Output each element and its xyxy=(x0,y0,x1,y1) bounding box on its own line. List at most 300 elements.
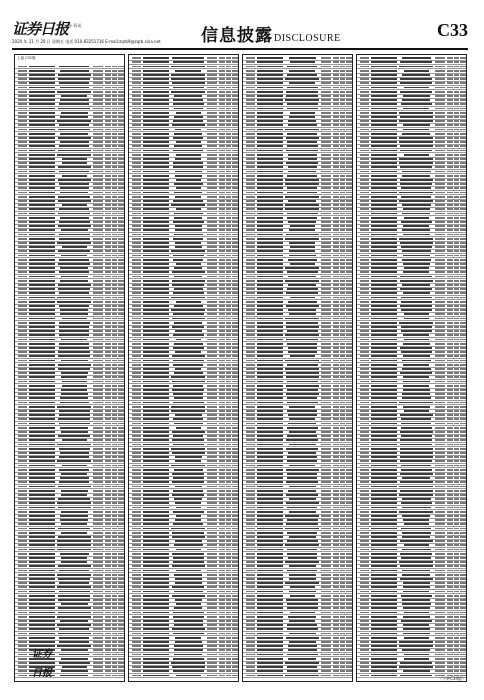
table-cell xyxy=(246,196,255,198)
table-cell xyxy=(18,624,27,626)
table-cell xyxy=(232,397,238,399)
table-cell xyxy=(340,91,345,93)
table-cell xyxy=(232,103,238,105)
table-cell xyxy=(346,414,352,416)
table-cell xyxy=(18,166,27,168)
table-cell xyxy=(321,255,331,257)
table-cell xyxy=(226,624,231,626)
table-cell xyxy=(232,519,238,521)
table-cell xyxy=(226,561,231,563)
table-cell xyxy=(105,670,111,672)
table-cell xyxy=(246,221,255,223)
table-cell xyxy=(57,297,91,299)
table-cell xyxy=(132,523,141,525)
table-cell xyxy=(246,372,255,374)
table-cell xyxy=(460,452,466,454)
table-cell xyxy=(447,465,453,467)
table-cell xyxy=(460,87,466,89)
table-cell xyxy=(321,385,331,387)
table-cell xyxy=(460,385,466,387)
table-cell xyxy=(460,305,466,307)
table-cell xyxy=(105,108,111,110)
table-cell xyxy=(371,154,397,156)
table-cell xyxy=(93,402,103,404)
table-cell xyxy=(371,162,397,164)
table-cell xyxy=(321,633,331,635)
table-cell xyxy=(132,150,141,152)
table-cell xyxy=(93,607,103,609)
table-cell xyxy=(447,204,453,206)
table-cell xyxy=(333,70,339,72)
table-cell xyxy=(112,137,117,139)
table-cell xyxy=(403,389,430,391)
table-cell xyxy=(118,166,124,168)
table-cell xyxy=(105,402,111,404)
table-cell xyxy=(257,187,283,189)
table-cell xyxy=(340,305,345,307)
table-cell xyxy=(112,515,117,517)
table-cell xyxy=(118,481,124,483)
table-cell xyxy=(132,175,141,177)
table-cell xyxy=(173,523,203,525)
table-cell xyxy=(287,670,318,672)
table-cell xyxy=(226,347,231,349)
table-cell xyxy=(112,511,117,513)
table-cell xyxy=(401,427,432,429)
table-cell xyxy=(286,162,318,164)
table-cell xyxy=(105,448,111,450)
table-cell xyxy=(29,595,55,597)
table-cell xyxy=(232,540,238,542)
table-cell xyxy=(59,343,89,345)
table-cell xyxy=(175,330,202,332)
table-cell xyxy=(257,456,283,458)
table-cell xyxy=(132,645,141,647)
table-cell xyxy=(232,87,238,89)
table-cell xyxy=(321,57,331,59)
table-cell xyxy=(454,87,459,89)
table-cell xyxy=(112,465,117,467)
table-cell xyxy=(435,490,445,492)
table-cell xyxy=(59,410,90,412)
table-cell xyxy=(175,578,202,580)
table-cell xyxy=(340,326,345,328)
table-cell xyxy=(105,486,111,488)
table-cell xyxy=(333,82,339,84)
table-cell xyxy=(132,103,141,105)
table-cell xyxy=(219,242,225,244)
table-cell xyxy=(29,532,55,534)
table-cell xyxy=(29,616,55,618)
table-cell xyxy=(105,628,111,630)
table-cell xyxy=(232,284,238,286)
table-cell xyxy=(172,553,204,555)
table-cell xyxy=(105,313,111,315)
table-cell xyxy=(112,528,117,530)
table-cell xyxy=(105,217,111,219)
table-cell xyxy=(246,351,255,353)
table-cell xyxy=(143,322,169,324)
table-cell xyxy=(18,616,27,618)
dateline: 2020 年 11 月 20 日 星期五 电话 010-83251716 E-mail:zqrb9@zqrb.sina.net xyxy=(12,39,161,44)
table-cell xyxy=(105,540,111,542)
table-cell xyxy=(132,271,141,273)
table-cell xyxy=(132,528,141,530)
table-cell xyxy=(333,612,339,614)
table-cell xyxy=(112,242,117,244)
table-cell xyxy=(29,326,55,328)
table-cell xyxy=(226,435,231,437)
table-cell xyxy=(289,255,316,257)
table-cell xyxy=(371,523,397,525)
table-cell xyxy=(321,586,331,588)
table-cell xyxy=(18,410,27,412)
table-cell xyxy=(18,645,27,647)
table-cell xyxy=(219,221,225,223)
table-cell xyxy=(246,381,255,383)
table-cell xyxy=(18,473,27,475)
table-cell xyxy=(360,87,369,89)
table-cell xyxy=(232,376,238,378)
table-cell xyxy=(132,229,141,231)
table-cell xyxy=(454,255,459,257)
table-cell xyxy=(447,334,453,336)
table-cell xyxy=(333,238,339,240)
table-cell xyxy=(333,322,339,324)
table-cell xyxy=(18,633,27,635)
table-cell xyxy=(105,301,111,303)
table-cell xyxy=(371,171,397,173)
table-cell xyxy=(226,225,231,227)
table-cell xyxy=(257,208,283,210)
table-cell xyxy=(93,162,103,164)
table-cell xyxy=(143,229,169,231)
table-cell xyxy=(171,410,205,412)
table-cell xyxy=(360,313,369,315)
table-cell xyxy=(346,129,352,131)
table-cell xyxy=(321,246,331,248)
table-cell xyxy=(29,498,55,500)
table-cell xyxy=(132,204,141,206)
table-cell xyxy=(333,339,339,341)
table-cell xyxy=(447,91,453,93)
table-cell xyxy=(132,66,141,68)
table-cell xyxy=(29,376,55,378)
table-cell xyxy=(460,498,466,500)
table-cell xyxy=(257,334,283,336)
table-cell xyxy=(435,364,445,366)
table-cell xyxy=(360,213,369,215)
table-cell xyxy=(403,406,430,408)
table-cell xyxy=(207,171,217,173)
table-cell xyxy=(112,565,117,567)
table-cell xyxy=(118,150,124,152)
table-cell xyxy=(288,557,317,559)
table-cell xyxy=(246,171,255,173)
table-cell xyxy=(360,108,369,110)
table-cell xyxy=(105,603,111,605)
table-cell xyxy=(143,95,169,97)
table-cell xyxy=(447,267,453,269)
table-cell xyxy=(226,208,231,210)
table-cell xyxy=(257,368,283,370)
table-cell xyxy=(435,473,445,475)
table-cell xyxy=(93,376,103,378)
table-cell xyxy=(447,427,453,429)
table-cell xyxy=(112,427,117,429)
table-cell xyxy=(59,145,89,147)
table-cell xyxy=(287,74,317,76)
table-cell xyxy=(246,246,255,248)
table-cell xyxy=(207,402,217,404)
table-cell xyxy=(176,141,201,143)
table-cell xyxy=(246,82,255,84)
table-cell xyxy=(143,284,169,286)
table-cell xyxy=(333,192,339,194)
table-cell xyxy=(105,297,111,299)
table-cell xyxy=(176,603,201,605)
table-cell xyxy=(207,423,217,425)
table-cell xyxy=(219,414,225,416)
table-cell xyxy=(257,448,283,450)
table-cell xyxy=(232,150,238,152)
table-cell xyxy=(173,557,204,559)
table-cell xyxy=(321,162,331,164)
table-cell xyxy=(226,217,231,219)
table-cell xyxy=(246,389,255,391)
table-cell xyxy=(257,498,283,500)
table-cell xyxy=(246,624,255,626)
table-cell xyxy=(232,372,238,374)
table-cell xyxy=(93,78,103,80)
table-cell xyxy=(61,339,87,341)
table-cell xyxy=(257,196,283,198)
table-cell xyxy=(246,439,255,441)
table-cell xyxy=(93,103,103,105)
table-cell xyxy=(454,124,459,126)
table-cell xyxy=(435,460,445,462)
table-cell xyxy=(403,234,430,236)
table-cell xyxy=(58,633,91,635)
table-cell xyxy=(460,481,466,483)
table-cell xyxy=(112,305,117,307)
table-cell xyxy=(58,213,90,215)
table-cell xyxy=(118,486,124,488)
table-cell xyxy=(232,381,238,383)
table-cell xyxy=(402,213,430,215)
table-cell xyxy=(93,452,103,454)
table-cell xyxy=(346,515,352,517)
table-cell xyxy=(333,74,339,76)
table-cell xyxy=(61,532,87,534)
table-cell xyxy=(321,431,331,433)
table-cell xyxy=(207,158,217,160)
table-cell xyxy=(360,330,369,332)
table-cell xyxy=(18,654,27,656)
table-cell xyxy=(232,171,238,173)
table-cell xyxy=(29,519,55,521)
table-cell xyxy=(333,658,339,660)
table-cell xyxy=(29,162,55,164)
table-cell xyxy=(176,339,201,341)
table-cell xyxy=(340,263,345,265)
table-cell xyxy=(285,208,319,210)
table-cell xyxy=(18,280,27,282)
table-cell xyxy=(460,158,466,160)
table-cell xyxy=(29,200,55,202)
table-cell xyxy=(340,276,345,278)
table-cell xyxy=(371,200,397,202)
table-cell xyxy=(29,561,55,563)
table-cell xyxy=(333,187,339,189)
table-cell xyxy=(219,494,225,496)
table-cell xyxy=(105,414,111,416)
table-cell xyxy=(61,431,88,433)
table-cell xyxy=(18,322,27,324)
table-cell xyxy=(400,456,433,458)
table-cell xyxy=(346,313,352,315)
table-cell xyxy=(454,288,459,290)
table-cell xyxy=(105,565,111,567)
table-cell xyxy=(112,498,117,500)
table-cell xyxy=(93,74,103,76)
table-cell xyxy=(132,234,141,236)
table-cell xyxy=(333,120,339,122)
table-cell xyxy=(333,276,339,278)
table-cell xyxy=(246,192,255,194)
table-cell xyxy=(333,544,339,546)
table-cell xyxy=(340,649,345,651)
table-cell xyxy=(112,66,117,68)
table-cell xyxy=(321,406,331,408)
table-cell xyxy=(118,192,124,194)
table-cell xyxy=(232,389,238,391)
table-cell xyxy=(460,225,466,227)
table-cell xyxy=(257,301,283,303)
table-cell xyxy=(435,389,445,391)
table-cell xyxy=(207,313,217,315)
table-cell xyxy=(287,271,318,273)
table-cell xyxy=(132,355,141,357)
table-cell xyxy=(285,179,319,181)
table-cell xyxy=(18,393,27,395)
table-cell xyxy=(333,490,339,492)
table-cell xyxy=(435,418,445,420)
table-cell xyxy=(447,242,453,244)
table-cell xyxy=(118,322,124,324)
table-cell xyxy=(371,103,397,105)
table-cell xyxy=(18,465,27,467)
table-cell xyxy=(257,435,283,437)
table-cell xyxy=(118,145,124,147)
table-cell xyxy=(175,519,201,521)
table-cell xyxy=(333,57,339,59)
table-cell xyxy=(371,481,397,483)
table-cell xyxy=(447,456,453,458)
table-cell xyxy=(118,532,124,534)
table-cell xyxy=(105,95,111,97)
table-cell xyxy=(340,381,345,383)
table-cell xyxy=(454,393,459,395)
table-cell xyxy=(371,288,397,290)
table-cell xyxy=(454,364,459,366)
table-cell xyxy=(18,448,27,450)
table-cell xyxy=(93,498,103,500)
table-cell xyxy=(340,519,345,521)
table-cell xyxy=(219,187,225,189)
table-cell xyxy=(435,435,445,437)
table-cell xyxy=(340,124,345,126)
table-cell xyxy=(207,112,217,114)
table-cell xyxy=(333,624,339,626)
table-cell xyxy=(246,561,255,563)
table-cell xyxy=(257,175,283,177)
table-cell xyxy=(435,255,445,257)
table-cell xyxy=(400,280,433,282)
table-cell xyxy=(246,217,255,219)
table-cell xyxy=(232,246,238,248)
table-cell xyxy=(346,95,352,97)
table-cell xyxy=(346,452,352,454)
table-cell xyxy=(340,385,345,387)
table-cell xyxy=(333,414,339,416)
table-cell xyxy=(246,103,255,105)
table-cell xyxy=(400,179,433,181)
table-cell xyxy=(371,246,397,248)
table-cell xyxy=(333,284,339,286)
table-cell xyxy=(58,507,91,509)
table-cell xyxy=(29,469,55,471)
table-cell xyxy=(118,229,124,231)
table-cell xyxy=(112,225,117,227)
table-cell xyxy=(105,553,111,555)
table-cell xyxy=(232,292,238,294)
table-cell xyxy=(400,61,432,63)
table-cell xyxy=(346,246,352,248)
table-cell xyxy=(105,649,111,651)
table-cell xyxy=(333,536,339,538)
table-cell xyxy=(60,141,89,143)
table-cell xyxy=(447,158,453,160)
table-cell xyxy=(57,154,91,156)
table-cell xyxy=(93,322,103,324)
table-cell xyxy=(143,225,169,227)
table-cell xyxy=(321,360,331,362)
table-cell xyxy=(105,292,111,294)
table-cell xyxy=(132,95,141,97)
table-cell xyxy=(371,66,397,68)
table-cell xyxy=(219,427,225,429)
table-cell xyxy=(257,607,283,609)
table-cell xyxy=(62,666,87,668)
table-cell xyxy=(346,649,352,651)
table-cell xyxy=(132,297,141,299)
table-cell xyxy=(112,591,117,593)
table-cell xyxy=(105,322,111,324)
table-cell xyxy=(219,486,225,488)
table-cell xyxy=(454,103,459,105)
table-cell xyxy=(132,124,141,126)
table-cell xyxy=(112,628,117,630)
table-cell xyxy=(143,208,169,210)
table-cell xyxy=(112,229,117,231)
table-cell xyxy=(346,154,352,156)
table-cell xyxy=(58,200,91,202)
table-cell xyxy=(172,82,205,84)
table-cell xyxy=(360,423,369,425)
table-cell xyxy=(435,402,445,404)
table-cell xyxy=(257,70,283,72)
